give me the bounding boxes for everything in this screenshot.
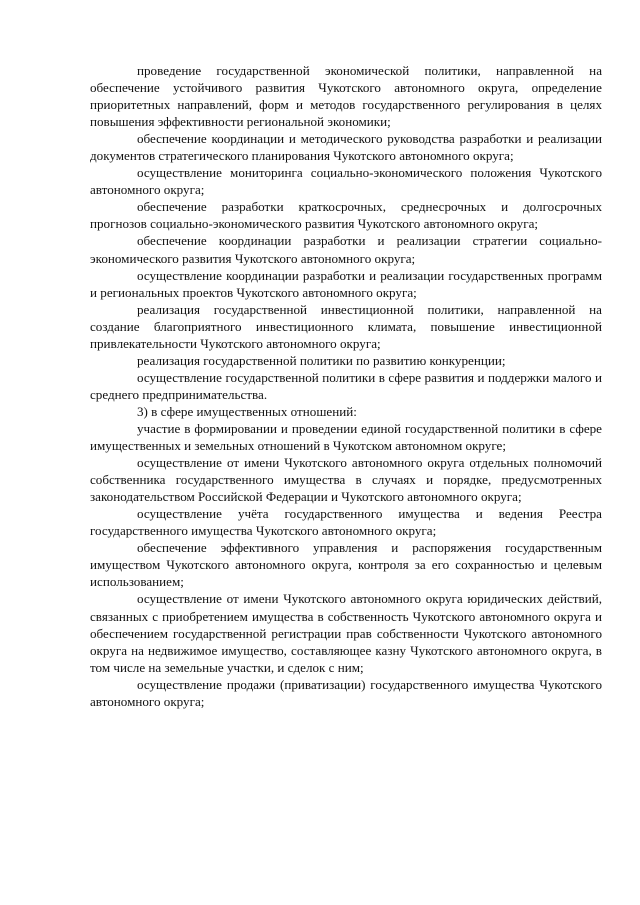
paragraph-economic-policy: проведение государственной экономической политики, направленной на обеспечение устойчивого развития Чукотского автономного округа, определение приоритетных направлений, форм и методов государственного регулирования в целях повышения эффективности региональной экономики; (90, 63, 602, 130)
document-page (90, 62, 602, 710)
paragraph-small-business: осуществление государственной политики в сфере развития и поддержки малого и среднего предпринимательства. (90, 369, 602, 402)
paragraph-owner-powers: осуществление от имени Чукотского автономного округа отдельных полномочий собственника государственного имущества в случаях и порядке, предусмотренных законодательством Российской Федерации и Чукотского автономного округа; (90, 455, 602, 505)
paragraph-legal-actions: осуществление от имени Чукотского автономного округа юридических действий, связанных с приобретением имущества в собственность Чукотского автономного округа и обеспечением государственной регистрации прав собственности Чукотского автономного округа на недвижимое имущество, составляющее казну Чукотского автономного округа, в том числе на земельные участки, и сделок с ним; (90, 591, 602, 675)
paragraph-monitoring: осуществление мониторинга социально-экономического положения Чукотского автономного округа; (90, 165, 602, 198)
paragraph-privatization: осуществление продажи (приватизации) государственного имущества Чукотского автономного округа; (90, 676, 602, 709)
paragraph-property-register: осуществление учёта государственного имущества и ведения Реестра государственного имущества Чукотского автономного округа; (90, 506, 602, 539)
paragraph-strategic-planning: обеспечение координации и методического руководства разработки и реализации документов стратегического планирования Чукотского автономного округа; (90, 131, 602, 164)
section-heading-property-relations: 3) в сфере имущественных отношений: (137, 403, 357, 419)
paragraph-forecasts: обеспечение разработки краткосрочных, среднесрочных и долгосрочных прогнозов социально-экономического развития Чукотского автономного округа; (90, 199, 602, 232)
paragraph-state-programs: осуществление координации разработки и реализации государственных программ и региональных проектов Чукотского автономного округа; (90, 267, 602, 300)
paragraph-investment-policy: реализация государственной инвестиционной политики, направленной на создание благоприятного инвестиционного климата, повышение инвестиционной привлекательности Чукотского автономного округа; (90, 301, 602, 351)
paragraph-competition: реализация государственной политики по развитию конкуренции; (137, 352, 506, 368)
paragraph-development-strategy: обеспечение координации разработки и реализации стратегии социально-экономического развития Чукотского автономного округа; (90, 233, 602, 266)
paragraph-property-policy: участие в формировании и проведении единой государственной политики в сфере имущественных и земельных отношений в Чукотском автономном округе; (90, 420, 602, 454)
paragraph-property-management: обеспечение эффективного управления и распоряжения государственным имуществом Чукотского автономного округа, контроля за его сохранностью и целевым использованием; (90, 540, 602, 590)
